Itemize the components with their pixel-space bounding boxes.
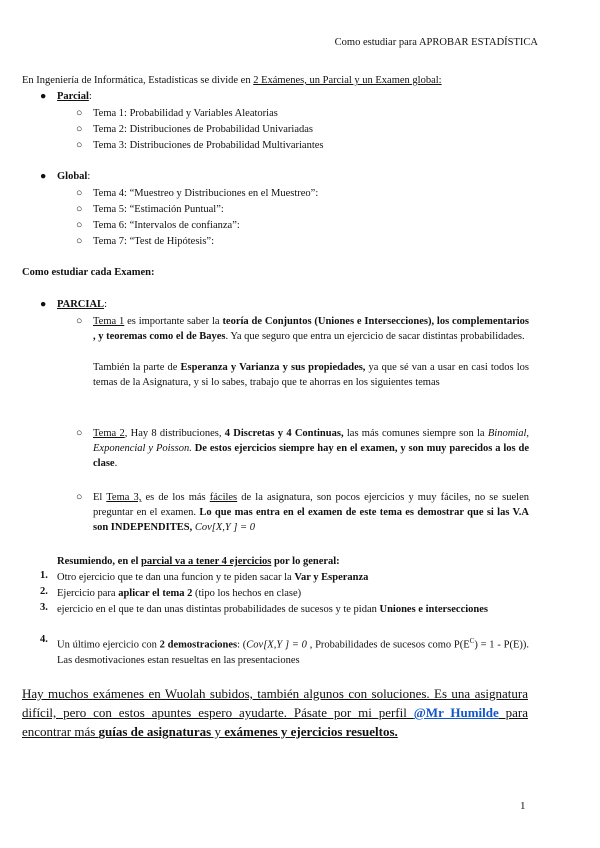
summary-item: ejercicio en el que te dan unas distintas probabilidades de sucesos y te pidan Uniones e intersecciones	[57, 604, 488, 615]
intro-link: 2 Exámenes, un Parcial y un Examen global:	[253, 75, 442, 86]
circle-bullet-icon: ○	[76, 204, 83, 215]
intro-paragraph	[22, 73, 542, 88]
page-header: Como estudiar para APROBAR ESTADÍSTICA	[334, 37, 538, 48]
global-topic: Tema 7: “Test de Hipótesis”:	[93, 236, 214, 247]
parcial-heading: PARCIAL:	[57, 299, 107, 310]
circle-bullet-icon: ○	[76, 316, 83, 327]
summary-item: Un último ejercicio con 2 demostraciones: (Cov[X,Y ] = 0 , Probabilidades de sucesos como $P(E^C) = 1 - P(E)$). Las desmotivaciones estan resueltas en las presentaciones	[57, 637, 529, 666]
summary-item: Otro ejercicio que te dan una funcion y te piden sacar la Var y Esperanza	[57, 572, 369, 583]
list-number: 1.	[40, 570, 48, 581]
bullet-icon: ●	[40, 171, 47, 182]
circle-bullet-icon: ○	[76, 188, 83, 199]
circle-bullet-icon: ○	[76, 220, 83, 231]
circle-bullet-icon: ○	[76, 236, 83, 247]
global-topic: Tema 4: “Muestreo y Distribuciones en el Muestreo”:	[93, 188, 319, 199]
circle-bullet-icon: ○	[76, 140, 83, 151]
circle-bullet-icon: ○	[76, 108, 83, 119]
list-number: 2.	[40, 586, 48, 597]
circle-bullet-icon: ○	[76, 492, 83, 503]
circle-bullet-icon: ○	[76, 124, 83, 135]
bullet-icon: ●	[40, 91, 47, 102]
parcial-topic: Tema 1: Probabilidad y Variables Aleatorias	[93, 108, 278, 119]
page-number: 1	[520, 800, 526, 812]
tema1-paragraph-2: También la parte de Esperanza y Varianza y sus propiedades, ya que sé van a usar en casi todos los temas de la Asignatura, y si lo sabes, trabajo que te ahorras en los siguientes temas	[93, 362, 529, 388]
parcial-label: Parcial:	[57, 91, 92, 102]
tema2-paragraph: Tema 2, Hay 8 distribuciones, 4 Discretas y 4 Continuas, las más comunes siempre son la Binomial, Exponencial y Poisson. De estos ejercicios siempre hay en el examen, y son muy parecidos a los de clase.	[93, 428, 529, 469]
global-topic: Tema 6: “Intervalos de confianza”:	[93, 220, 240, 231]
list-number: 4.	[40, 634, 48, 645]
circle-bullet-icon: ○	[76, 428, 83, 439]
parcial-topic: Tema 3: Distribuciones de Probabilidad Multivariantes	[93, 140, 324, 151]
summary-item: Ejercicio para aplicar el tema 2 (tipo los hechos en clase)	[57, 588, 302, 599]
summary-heading: Resumiendo, en el parcial va a tener 4 ejercicios por lo general:	[57, 556, 340, 567]
bullet-icon: ●	[40, 299, 47, 310]
profile-link[interactable]: @Mr_Humilde	[413, 705, 499, 720]
tema1-paragraph: Tema 1 es importante saber la teoría de Conjuntos (Uniones e Intersecciones), los complementarios , y teoremas como el de Bayes. Ya que seguro que entra un ejercicio de sacar distintas probabilidades.	[93, 316, 529, 342]
section-heading: Como estudiar cada Examen:	[22, 267, 155, 278]
footer-paragraph: Hay muchos exámenes en Wuolah subidos, también algunos con soluciones. Es una asignatura difícil, pero con estos apuntes espero ayudarte. Pásate por mi perfil @Mr_Humilde para encontrar más guías de asignaturas y exámenes y ejercicios resueltos.	[22, 686, 528, 739]
list-number: 3.	[40, 602, 48, 613]
tema3-paragraph: El Tema 3, es de los más fáciles de la asignatura, son pocos ejercicios y muy fáciles, no se suelen preguntar en el examen. Lo que mas entra en el examen de este tema es demostrar que si las V.A son INDEPENDITES, Cov[X,Y ] = 0	[93, 492, 529, 533]
parcial-topic: Tema 2: Distribuciones de Probabilidad Univariadas	[93, 124, 314, 135]
intro-text: En Ingeniería de Informática, Estadísticas se divide en	[22, 75, 254, 86]
global-topic: Tema 5: “Estimación Puntual”:	[93, 204, 224, 215]
global-label: Global:	[57, 171, 91, 182]
